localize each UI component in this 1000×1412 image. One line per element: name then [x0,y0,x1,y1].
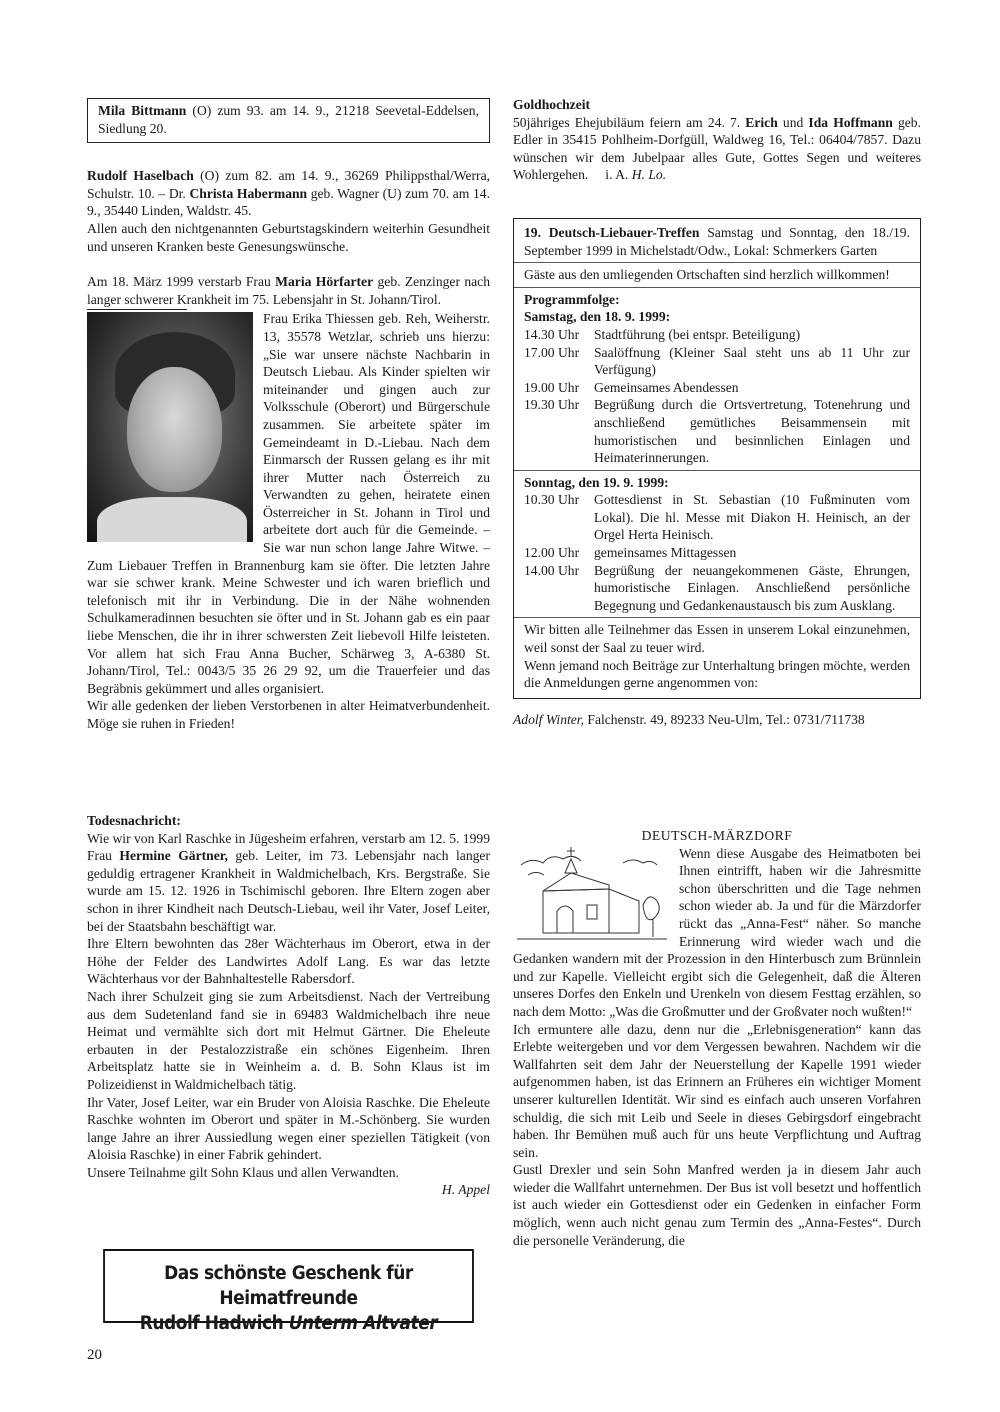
obituary-body: Frau Erika Thiessen geb. Reh, Weiherstr. 13, 35578 Wetzlar, schrieb uns hierzu: „Sie war unsere nächste Nachbarin in Deutsch Liebau. Als Kinder spielten wir miteinander und gingen auch zur Volksschule (Oberort) und Bürgerschule zusammen. Sie arbeitete später im Gemeindeamt in D.-Liebau. Nach dem Einmarsch der Russen gelang es ihr mit ihrer Mutter nach Österreich zu Verwandten zu gehen, heiratete einen Österreicher in St. Johann in Tirol und arbeitete dort auch für die Gemeinde. – Sie war nun schon lange Jahre Witwe. – Zum Liebauer Treffen in Brannenburg kam sie öfter. Die letzten Jahre war sie schwer krank. Meine Schwester und ich waren brieflich und telefonisch mit ihr in Verbindung. Die in der Nähe wohnenden Schulkameradinnen besuchten sie öfter und in St. Johann gab es ein paar liebe Menschen, die ihr in ihrer schwersten Zeit liebevoll Hilfe leisteten. Vor allem hat sich Frau Anna Bucher, Schärweg 3, A-6380 St. Johann/Tirol, Tel.: 0043/5 35 26 29 92, um die Trauerfeier und das Begräbnis gekümmert und alles organisiert. [87,311,490,696]
gw-sig-a: i. A. [605,167,632,183]
program-item [524,344,910,379]
obituary-intro [87,273,490,308]
advert-line-1: Das schönste Geschenk für Heimatfreunde [164,1263,413,1309]
program-time: 19.00 Uhr [524,379,580,395]
death-notice-heading: Todesnachricht: [87,813,181,828]
book-advert [103,1249,474,1334]
gw-name-2: Ida Hoffmann [808,114,893,130]
meeting-title: 19. Deutsch-Liebauer-Treffen [524,224,700,240]
birthday-name-2: Christa Habermann [189,185,308,201]
program-item [524,544,910,562]
obituary-name: Maria Hörfarter [275,274,374,290]
birthday-text: (O) zum 93. am 14. 9., 21218 Seevetal-Eddelsen, Siedlung 20. [98,103,479,136]
birthday-name: Mila Bittmann [98,103,187,118]
program-item [524,379,910,397]
program-heading: Programmfolge: [524,291,620,307]
golden-wedding-heading: Goldhochzeit [513,97,591,112]
death-notice-p1 [87,830,490,936]
death-notice [87,812,490,1199]
saturday-program [524,326,910,467]
sunday-heading: Sonntag, den 19. 9. 1999: [524,474,669,490]
program-time: 17.00 Uhr [524,344,580,360]
birthday-box [87,98,490,143]
obituary-closing: Wir alle gedenken der lieben Verstorbenen in alter Heimatverbundenheit. Möge sie ruhen in Frieden! [87,698,490,731]
advert-book-title: Unterm Altvater [288,1313,438,1334]
death-notice-p3: Nach ihrer Schulzeit ging sie zum Arbeitsdienst. Nach der Vertreibung aus dem Sudetenland fand sie in 69483 Waldmichelbach ihre neue Heimat und vermählte sich dort mit Helmut Gärtner. Die Eheleute erbauten in der Pestalozzistraße ein schönes Eigenheim. Ihren Arbeitsplatz hatte sie in Weinheim a. d. B. Sohn Klaus ist im Polizeidienst in Waldmichelbach tätig. [87,988,490,1092]
meeting-note-1: Wir bitten alle Teilnehmer das Essen in unserem Lokal einzunehmen, weil sonst der Saal zu teuer wird. [524,622,910,656]
program-time: 19.30 Uhr [524,397,580,413]
contact-name: Adolf Winter, [513,711,584,727]
program-desc: Gemeinsames Abendessen [594,379,739,395]
obituary-intro-b: geb. Zenzinger nach langer schwerer Krankheit im 75. Lebensjahr in St. Johann/Tirol. [87,274,491,307]
obituary-intro-a: Am 18. März 1999 verstarb Frau [87,274,276,290]
program-item [524,326,910,344]
portrait-photo [87,312,253,542]
right-column [513,96,921,728]
program-time: 14.30 Uhr [524,326,580,342]
advert-line-2 [105,1311,472,1336]
program-desc: Gottesdienst in St. Sebastian (10 Fußminuten vom Lokal). Die hl. Messe mit Diakon H. Heinisch, an der Orgel Herta Heinisch. [594,492,910,543]
death-notice-name: Hermine Gärtner, [119,848,228,864]
contact-text: Falchenstr. 49, 89233 Neu-Ulm, Tel.: 0731/711738 [584,711,865,727]
program-item [524,396,910,466]
program-desc: Stadtführung (bei entspr. Beteiligung) [594,326,801,342]
death-notice-p1-b: geb. Leiter, im 73. Lebensjahr nach langer geduldig ertragener Krankheit in Waldmichelbach, Krs. Bergstraße. Sie wurde am 15. 12. 1926 in Tschimischl geboren. Ihre Eltern zogen aber schon in ihrer Kindheit nach Deutsch-Liebau, weil ihr Vater, Josef Leiter, bei der Staatsbahn beschäftigt war. [87,848,490,934]
program-desc: gemeinsames Mittagessen [594,545,737,561]
sunday-program [524,491,910,614]
gw-name-1: Erich [745,114,778,130]
maerzdorf-p1: Wenn diese Ausgabe des Heimatboten bei Ihnen eintrifft, haben wir die Jahresmitte schon überschritten und die Tage nehmen schon wieder ab. Ja und für die Märzdorfer rückt das „Anna-Fest“ näher. So manche Erinnerung wird wieder wach und die Gedanken wandern mit der Prozession in den Hinterbusch zum Brünnlein und zur Kapelle. Vielleicht ergibt sich die Gelegenheit, daß die Älteren unseres Dorfes den Enkeln und Urenkeln von diesem Festtag erzählen, so nach dem Motto: „Was die Großmutter und der Großvater noch wußten!“ [513,845,921,1019]
program-item [524,491,910,544]
program-desc: Saalöffnung (Kleiner Saal steht uns ab 11 Uhr zur Verfügung) [594,344,910,378]
program-desc: Begrüßung der neuangekommenen Gäste, Ehrungen, humoristische Einlagen. Anschließend persönliche Begegnung und Gedankenaustausch bis zum Ausklang. [594,562,910,613]
gw-text-a: 50jähriges Ehejubiläum feiern am 24. 7. [513,114,746,130]
birthday-text-1: (O) zum 82. am 14. 9., 36269 Philippsthal/Werra, Schulstr. 10. – Dr. [87,168,491,201]
birthday-list [87,167,490,220]
program-item [524,562,910,615]
gw-text-b: und [777,114,809,130]
birthday-wishes: Allen auch den nichtgenannten Geburtstagskindern weiterhin Gesundheit und unseren Kranken beste Genesungswünsche. [87,220,490,254]
chapel-drawing [513,845,673,945]
maerzdorf-p3: Gustl Drexler und sein Sohn Manfred werden ja in diesem Jahr auch wieder die Wallfahrt unternehmen. Der Bus ist voll besetzt und hoffentlich ist auch wieder ein Gottesdienst oder ein Gedenken in einfacher Form möglich, wenn auch nicht genau zum Termin des „Anna-Festes“. Durch die personelle Veränderung, die [513,1162,921,1248]
maerzdorf-article [513,827,921,1249]
gw-sig-b: H. Lo. [631,167,667,183]
program-time: 10.30 Uhr [524,492,580,508]
birthday-text-2: geb. Wagner (U) zum 70. am 14. 9., 35440 Linden, Waldstr. 45. [87,185,490,219]
death-notice-p5: Unsere Teilnahme gilt Sohn Klaus und allen Verwandten. [87,1164,399,1180]
meeting-box [513,218,921,699]
saturday-heading: Samstag, den 18. 9. 1999: [524,309,671,325]
death-notice-signature: H. Appel [441,1182,490,1198]
meeting-intro-text: Samstag und Sonntag, den 18./19. September 1999 in Michelstadt/Odw., Lokal: Schmerkers Garten [524,224,910,258]
golden-wedding-text [513,114,921,184]
birthday-name-1: Rudolf Haselbach [87,168,194,184]
meeting-intro [524,224,910,259]
death-notice-p4: Ihr Vater, Josef Leiter, war ein Bruder von Aloisia Raschke. Die Eheleute Raschke wohnten im Oberort und später in M.-Schönberg. Sie wurden lange Jahre an ihrer Aussiedlung wegen einer speziellen Tätigkeit (von Aloisia Raschke) in einer Fabrik gehindert. [87,1094,490,1163]
program-desc: Begrüßung durch die Ortsvertretung, Totenehrung und anschließend gemütliches Beisammensein mit humoristischen und besinnlichen Einlagen und Heimaterinnerungen. [594,397,910,466]
death-notice-p1-a: Wie wir von Karl Raschke in Jügesheim erfahren, verstarb am 12. 5. 1999 Frau [87,830,490,864]
gw-text-c: geb. Edler in 35415 Pohlheim-Dorfgüll, Waldweg 16, Tel.: 06404/7857. Dazu wünschen wir dem Jubelpaar alles Gute, Gottes Segen und weiteres Wohlergehen. [513,114,922,183]
maerzdorf-p2: Ich ermuntere alle dazu, denn nur die „Erlebnisgeneration“ kann das Erlebte weitergeben und vor dem Vergessen bewahren. Nachdem wir die Wallfahrten seit dem Jahr der Neuerstellung der Kapelle 1991 wieder aufgenommen haben, ist das Erinnern an Früheres ein wichtiger Moment unserer kulturellen Identität. Wir sind es einfach auch unseren Vorfahren schuldig, die sich mit Leib und Seele in dieses Gebirgsdorf eingebracht haben. Ihr Bemühen muß auch für uns heute Verpflichtung und Auftrag sein. [513,1021,921,1160]
program-time: 12.00 Uhr [524,545,580,561]
meeting-note-2: Wenn jemand noch Beiträge zur Unterhaltung bringen möchte, werden die Anmeldungen gerne angenommen von: [524,657,910,691]
contact [513,711,921,729]
left-column [87,98,490,733]
page-number: 20 [87,1347,102,1363]
death-notice-p2: Ihre Eltern bewohnten das 28er Wächterhaus im Oberort, etwa in der Höhe der Felder des Landwirtes Adolf Lang. Es war das letzte Wächterhaus vor der Bahnhaltestelle Rabersdorf. [87,936,490,987]
program-time: 14.00 Uhr [524,562,580,578]
meeting-welcome: Gäste aus den umliegenden Ortschaften sind herzlich willkommen! [524,267,890,283]
advert-author: Rudolf Hadwich [139,1313,289,1334]
maerzdorf-title: DEUTSCH-MÄRZDORF [641,828,793,843]
